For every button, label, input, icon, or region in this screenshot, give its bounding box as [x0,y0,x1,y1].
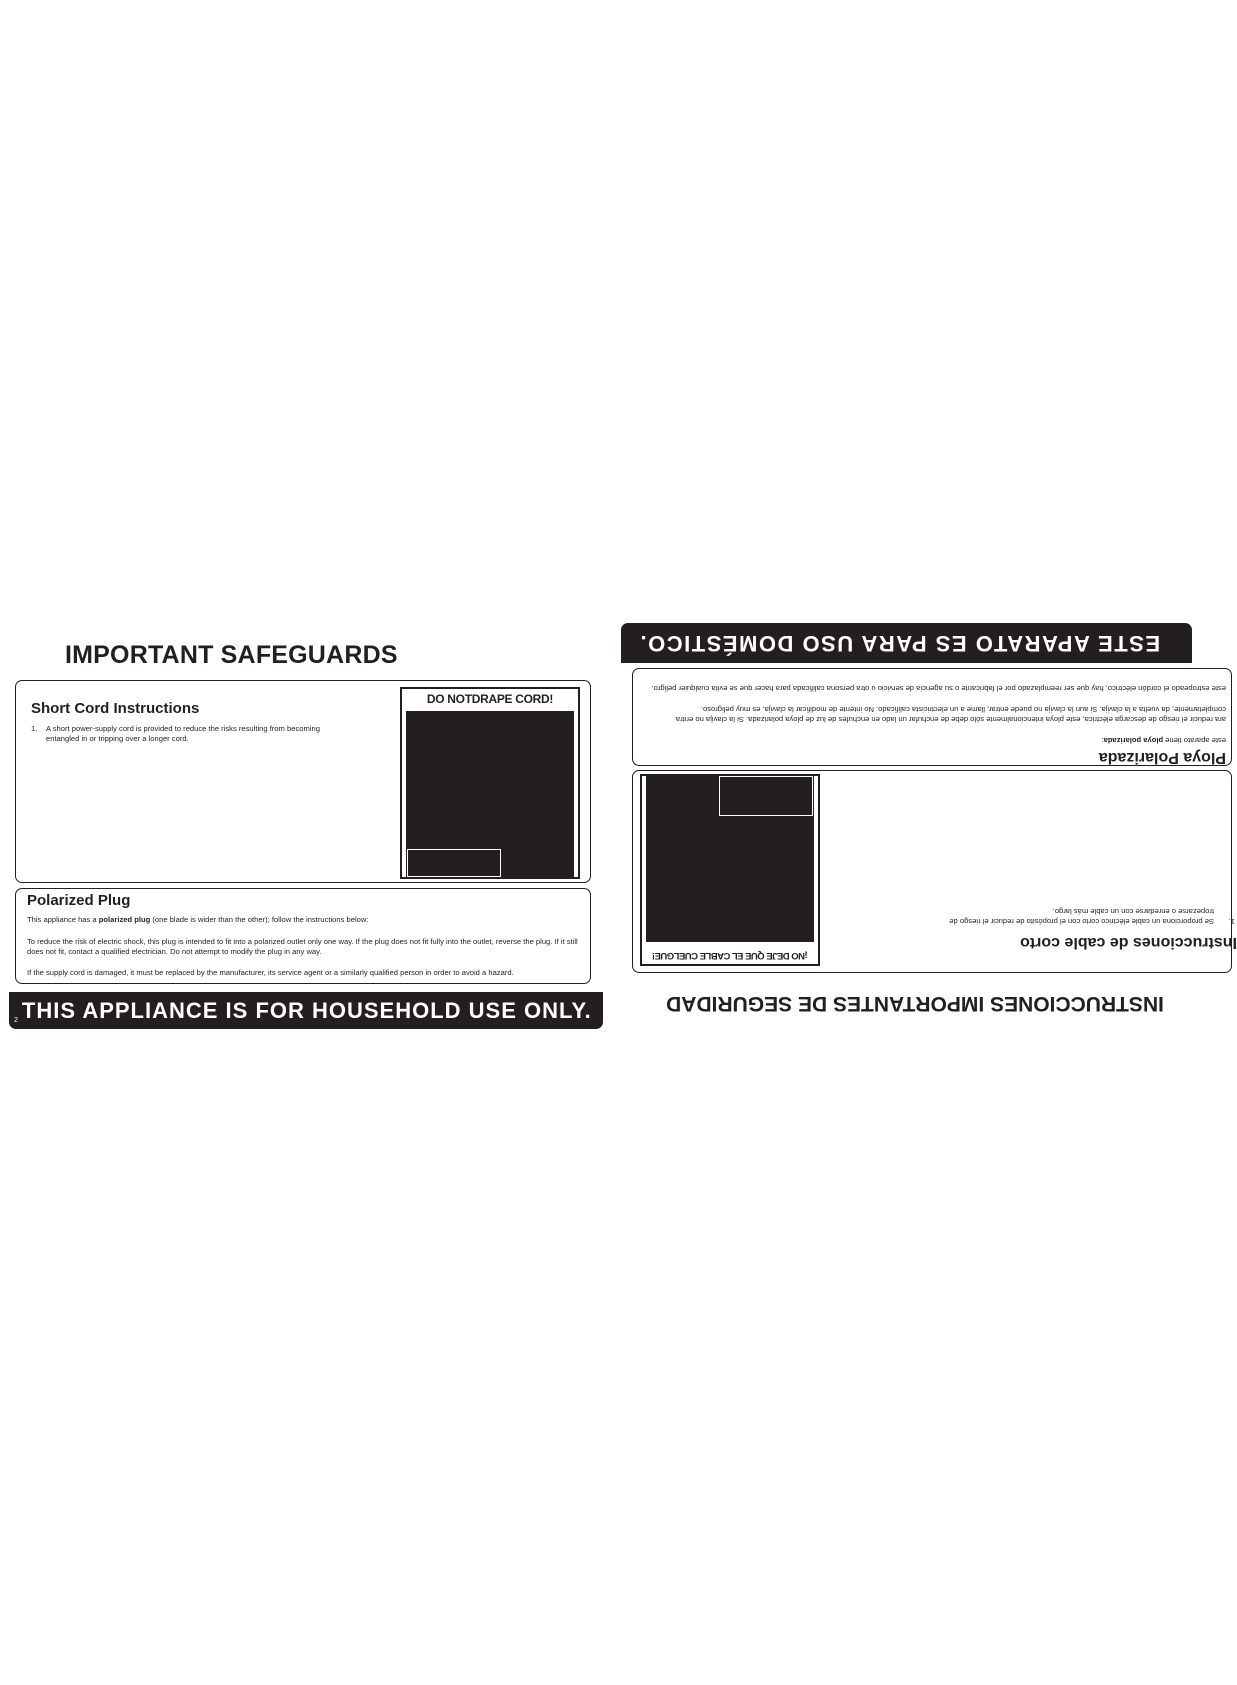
polarized-plug-section [15,888,591,984]
cable-corto-clip [632,770,1237,973]
spanish-title-wrap [660,985,1170,1021]
cable-corto-heading: Instrucciones de cable corto [1020,934,1237,951]
page-title: INSTRUCCIONES IMPORTANTES DE SEGURIDAD [666,992,1164,1015]
list-item: Se proporciona un cable eléctrico corto con el propósito de reducir el riesgo de tropezarse o enredarse con un cable más largo. [949,907,1214,926]
cable-corto-section [632,770,1237,973]
figure-caption: ¡NO DEJE QUE EL CABLE CUELGUE! [652,950,808,961]
banner-text: ESTE APARATO ES PARA USO DOMÉSTICO. [639,631,1161,656]
short-cord-section [15,680,591,883]
no-deje-cable-figure [640,774,820,966]
paragraph: este estropeado el cordón eléctrico, hay que ser reemplazado por el fabricante o su agencia de servicio u otra persona calificada para hacer que se evita cualquier peligro. [651,684,1226,693]
short-cord-heading: Short Cord Instructions [31,700,200,717]
banner-text: THIS APPLIANCE IS FOR HOUSEHOLD USE ONLY. [21,998,592,1023]
paragraph: este aparato tiene ploya polarizada: [1101,736,1226,745]
do-not-drape-cord-figure [400,687,580,879]
list-item-number: 1. [1228,917,1235,926]
cable-corto-list [929,906,1235,926]
cord-illustration [406,711,574,877]
illustration-inset [407,849,501,877]
paragraph: This appliance has a polarized plug (one blade is wider than the other); follow the instructions below: [27,915,369,924]
household-use-banner [9,992,603,1029]
ploya-polarizada-clip [632,668,1226,766]
paragraph: To reduce the risk of electric shock, this plug is intended to fit into a polarized outlet only one way. If the plug does not fit fully into the outlet, reverse the plug. If it still does not fit, contact a qualified electrician. Do not attempt to modify the plug in any way. [27,937,578,956]
figure-caption: DO NOTDRAPE CORD! [426,692,554,706]
list-item: A short power-supply cord is provided to reduce the risks resulting from becoming entangled in or tripping over a longer cord. [46,724,320,743]
page-title: IMPORTANT SAFEGUARDS [65,641,398,669]
illustration-inset [719,776,813,816]
short-cord-list [31,724,351,744]
cord-illustration [646,776,814,942]
list-item-number: 1. [31,724,38,733]
ploya-polarizada-text [636,683,1226,745]
uso-domestico-banner [621,623,1192,663]
paragraph: If the supply cord is damaged, it must be replaced by the manufacturer, its service agent or a similarly qualified person in order to avoid a hazard. [27,968,514,977]
ploya-polarizada-heading: Ploya Polarizada [1098,749,1226,766]
page-number: 2 [14,1017,18,1024]
polarized-plug-text [27,915,582,978]
paragraph: ara reducir el riesgo de descarga eléctrica, este ploya intencionalmente sólo debe de enchufar un lado en enchufes de luz de ploya polarizada. Si la clavija no entra completamente, da vuelta a la clavija. Si aun la clavija no puede entrar, llame a un electricista calificado. No intente de modificar la clavija, es muy peligroso. [675,705,1226,724]
ploya-polarizada-section [632,668,1232,766]
polarized-plug-heading: Polarized Plug [27,892,131,909]
